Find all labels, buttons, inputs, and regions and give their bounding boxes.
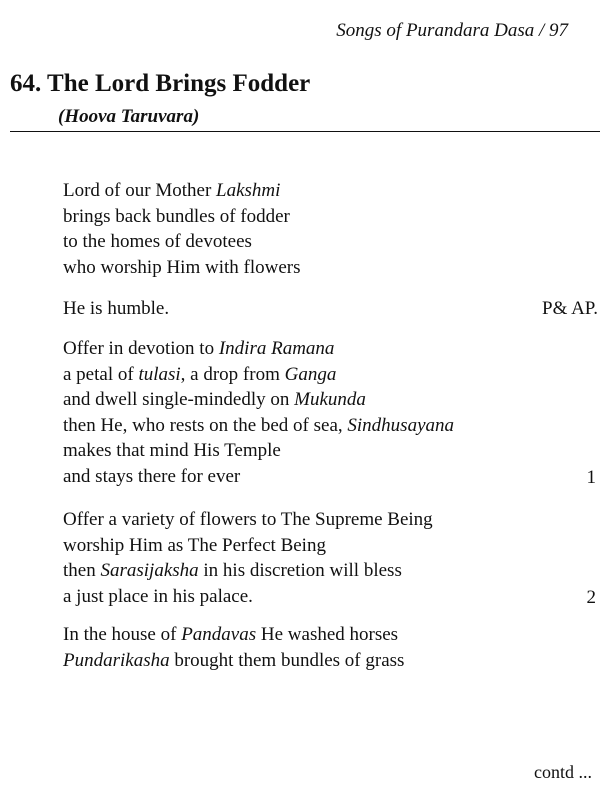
- song-title: 64. The Lord Brings Fodder: [10, 70, 311, 97]
- verse-line: In the house of Pandavas He washed horses: [63, 624, 399, 645]
- verse-line: a just place in his palace.: [63, 585, 253, 607]
- running-head: Songs of Purandara Dasa / 97: [336, 20, 568, 41]
- title-divider: [10, 131, 600, 132]
- refrain-marker: P& AP.: [542, 298, 598, 319]
- verse-line: makes that mind His Temple: [63, 440, 281, 461]
- proper-name: Pandavas: [181, 624, 257, 645]
- sacred-term: Ganga: [284, 363, 337, 385]
- stanza-1: [63, 178, 600, 280]
- verse-line: Offer in devotion to Indira Ramana: [63, 338, 335, 359]
- verse-line: brings back bundles of fodder: [63, 205, 290, 227]
- deity-name: Lakshmi: [216, 180, 281, 201]
- stanza-5: [63, 622, 600, 673]
- sacred-term: tulasi: [138, 363, 181, 385]
- stanza-3: [63, 336, 600, 489]
- stanza-number: 2: [586, 587, 596, 608]
- stanza-number: 1: [586, 467, 596, 488]
- verse-line: He is humble.: [63, 298, 170, 319]
- verse-line: to the homes of devotees: [63, 231, 252, 252]
- verse-line: who worship Him with flowers: [63, 256, 301, 278]
- verse-line: and stays there for ever: [63, 465, 241, 487]
- verse-line: and dwell single-mindedly on Mukunda: [63, 389, 366, 410]
- verse-line: then He, who rests on the bed of sea, Sindhusayana: [63, 414, 455, 436]
- verse-line: then Sarasijaksha in his discretion will bless: [63, 560, 402, 581]
- verse-line: Lord of our Mother Lakshmi: [63, 180, 281, 201]
- deity-name: Sindhusayana: [347, 414, 455, 436]
- stanza-4: [63, 507, 600, 609]
- deity-name: Pundarikasha: [63, 649, 170, 671]
- continuation-note: contd ...: [534, 762, 592, 782]
- deity-name: Mukunda: [294, 389, 366, 410]
- verse-line: Offer a variety of flowers to The Supreme Being: [63, 509, 433, 530]
- song-subtitle: (Hoova Taruvara): [58, 106, 200, 127]
- verse-line: worship Him as The Perfect Being: [63, 534, 326, 556]
- stanza-2: [63, 296, 600, 322]
- verse-line: a petal of tulasi, a drop from Ganga: [63, 363, 337, 385]
- deity-name: Sarasijaksha: [100, 560, 199, 581]
- verse-line: Pundarikasha brought them bundles of grass: [63, 649, 405, 671]
- deity-name: Indira Ramana: [218, 338, 335, 359]
